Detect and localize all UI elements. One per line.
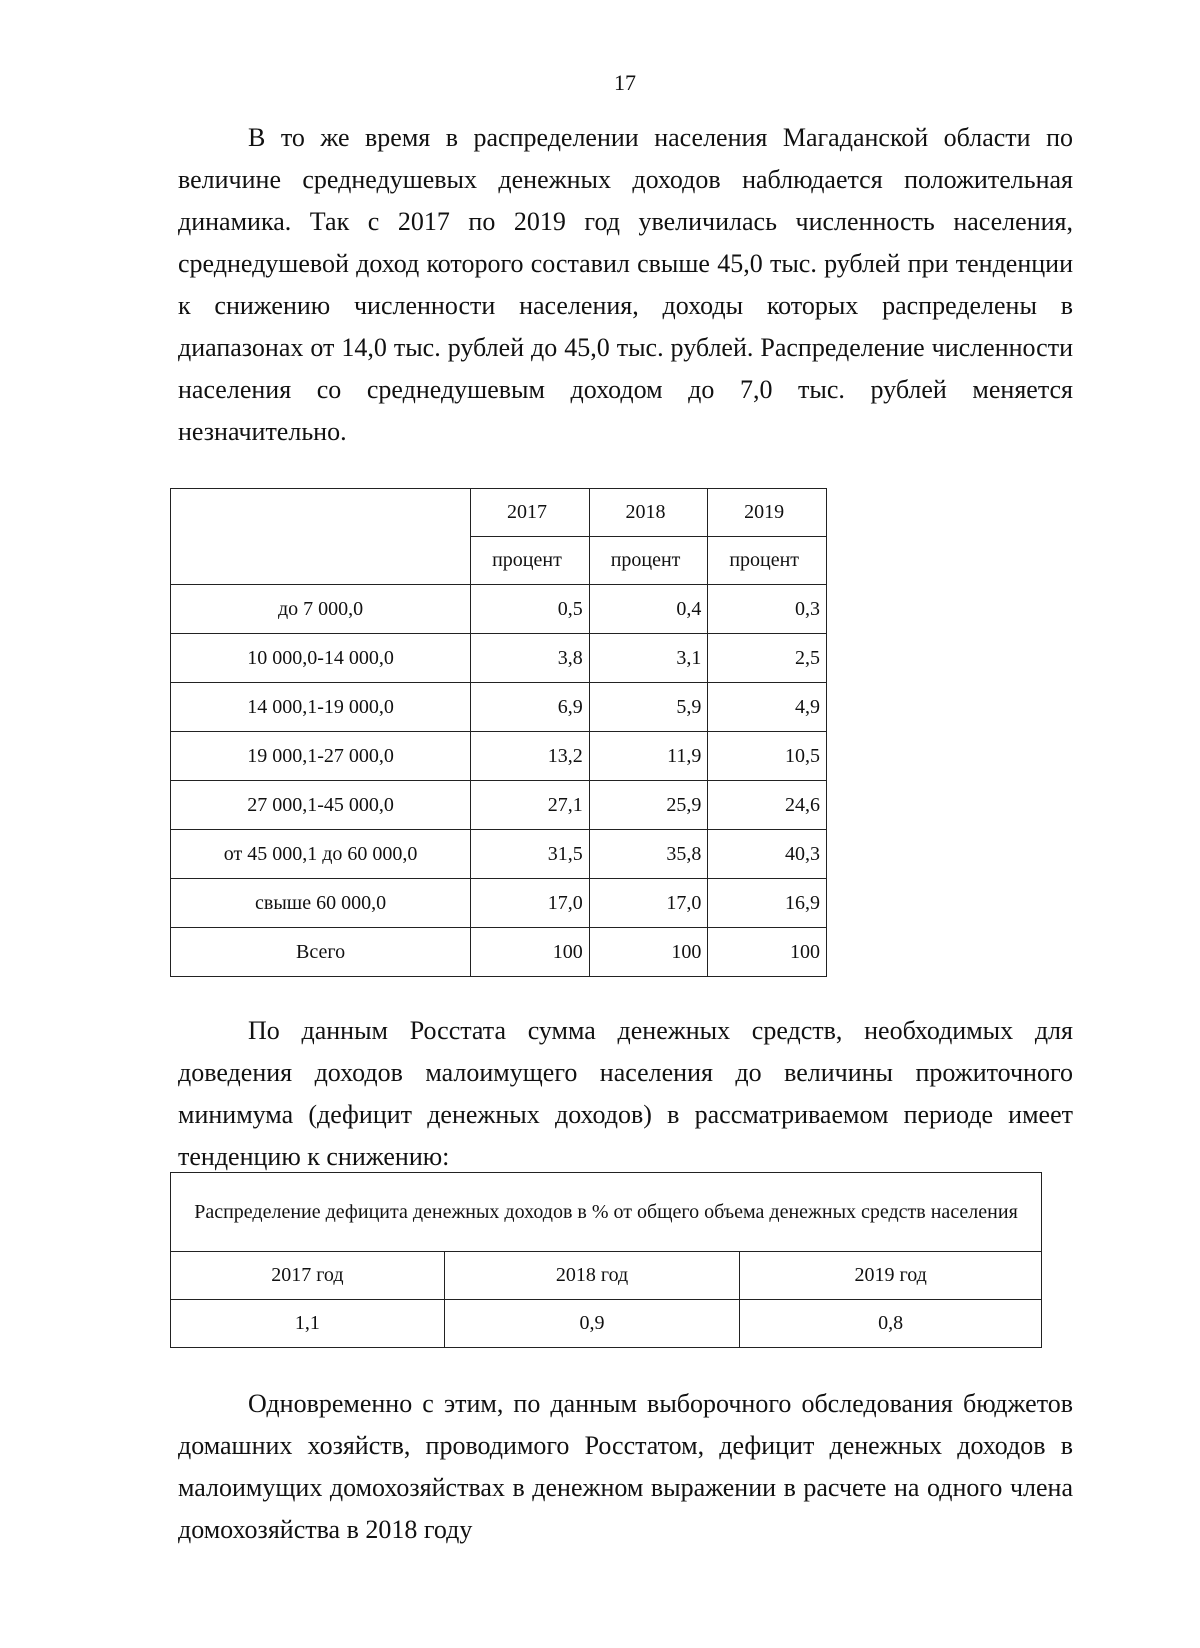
year-row	[171, 1252, 1042, 1300]
percent-cell: 13,2	[471, 732, 590, 781]
percent-cell: 16,9	[708, 879, 827, 928]
table-row	[171, 634, 827, 683]
percent-cell: 24,6	[708, 781, 827, 830]
percent-cell: 3,1	[589, 634, 708, 683]
income-range-label: от 45 000,1 до 60 000,0	[171, 830, 471, 879]
value-row	[171, 1300, 1042, 1348]
income-distribution-table	[170, 488, 827, 977]
paragraph-household-survey	[178, 1383, 1073, 1551]
table-row	[171, 781, 827, 830]
percent-cell: 27,1	[471, 781, 590, 830]
percent-cell: 17,0	[589, 879, 708, 928]
table-row	[171, 879, 827, 928]
paragraph-text: Одновременно с этим, по данным выборочного обследования бюджетов домашних хозяйств, проводимого Росстатом, дефицит денежных доходов в малоимущих домохозяйствах в денежном выражении в расчете на одного члена домохозяйства в 2018 году	[178, 1389, 1073, 1544]
percent-cell: 10,5	[708, 732, 827, 781]
year-header: 2018	[589, 489, 708, 537]
deficit-value: 1,1	[171, 1300, 445, 1348]
income-range-label: свыше 60 000,0	[171, 879, 471, 928]
income-range-label: 10 000,0-14 000,0	[171, 634, 471, 683]
year-header: 2018 год	[444, 1252, 740, 1300]
deficit-table	[170, 1172, 1042, 1348]
deficit-table-caption: Распределение дефицита денежных доходов в % от общего объема денежных средств населения	[171, 1173, 1042, 1252]
table-total-row	[171, 928, 827, 977]
percent-cell: 40,3	[708, 830, 827, 879]
total-cell: 100	[471, 928, 590, 977]
table-row	[171, 732, 827, 781]
percent-cell: 25,9	[589, 781, 708, 830]
percent-cell: 35,8	[589, 830, 708, 879]
percent-cell: 11,9	[589, 732, 708, 781]
empty-header-cell	[171, 489, 471, 585]
income-range-label: 27 000,1-45 000,0	[171, 781, 471, 830]
income-range-label: 19 000,1-27 000,0	[171, 732, 471, 781]
percent-cell: 5,9	[589, 683, 708, 732]
total-cell: 100	[589, 928, 708, 977]
table-header-row	[171, 489, 827, 537]
paragraph-text: По данным Росстата сумма денежных средств, необходимых для доведения доходов малоимущего населения до величины прожиточного минимума (дефицит денежных доходов) в рассматриваемом периоде имеет тенденцию к снижению:	[178, 1016, 1073, 1171]
year-header: 2017	[471, 489, 590, 537]
percent-cell: 2,5	[708, 634, 827, 683]
percent-cell: 31,5	[471, 830, 590, 879]
percent-cell: 0,3	[708, 585, 827, 634]
percent-cell: 17,0	[471, 879, 590, 928]
year-header: 2017 год	[171, 1252, 445, 1300]
paragraph-income-distribution	[178, 117, 1073, 453]
caption-row	[171, 1173, 1042, 1252]
percent-cell: 0,4	[589, 585, 708, 634]
percent-cell: 4,9	[708, 683, 827, 732]
unit-header: процент	[708, 537, 827, 585]
percent-cell: 3,8	[471, 634, 590, 683]
total-cell: 100	[708, 928, 827, 977]
page-number: 17	[614, 70, 636, 95]
total-label: Всего	[171, 928, 471, 977]
table-row	[171, 585, 827, 634]
deficit-value: 0,9	[444, 1300, 740, 1348]
deficit-value: 0,8	[740, 1300, 1042, 1348]
income-range-label: 14 000,1-19 000,0	[171, 683, 471, 732]
unit-header: процент	[589, 537, 708, 585]
table-row	[171, 683, 827, 732]
table-row	[171, 830, 827, 879]
unit-header: процент	[471, 537, 590, 585]
income-range-label: до 7 000,0	[171, 585, 471, 634]
percent-cell: 6,9	[471, 683, 590, 732]
paragraph-deficit	[178, 1010, 1073, 1178]
year-header: 2019	[708, 489, 827, 537]
year-header: 2019 год	[740, 1252, 1042, 1300]
percent-cell: 0,5	[471, 585, 590, 634]
paragraph-text: В то же время в распределении населения Магаданской области по величине среднедушевых денежных доходов наблюдается положительная динамика. Так с 2017 по 2019 год увеличилась численность населения, среднедушевой доход которого составил свыше 45,0 тыс. рублей при тенденции к снижению численности населения, доходы которых распределены в диапазонах от 14,0 тыс. рублей до 45,0 тыс. рублей. Распределение численности населения со среднедушевым доходом до 7,0 тыс. рублей меняется незначительно.	[178, 123, 1073, 446]
